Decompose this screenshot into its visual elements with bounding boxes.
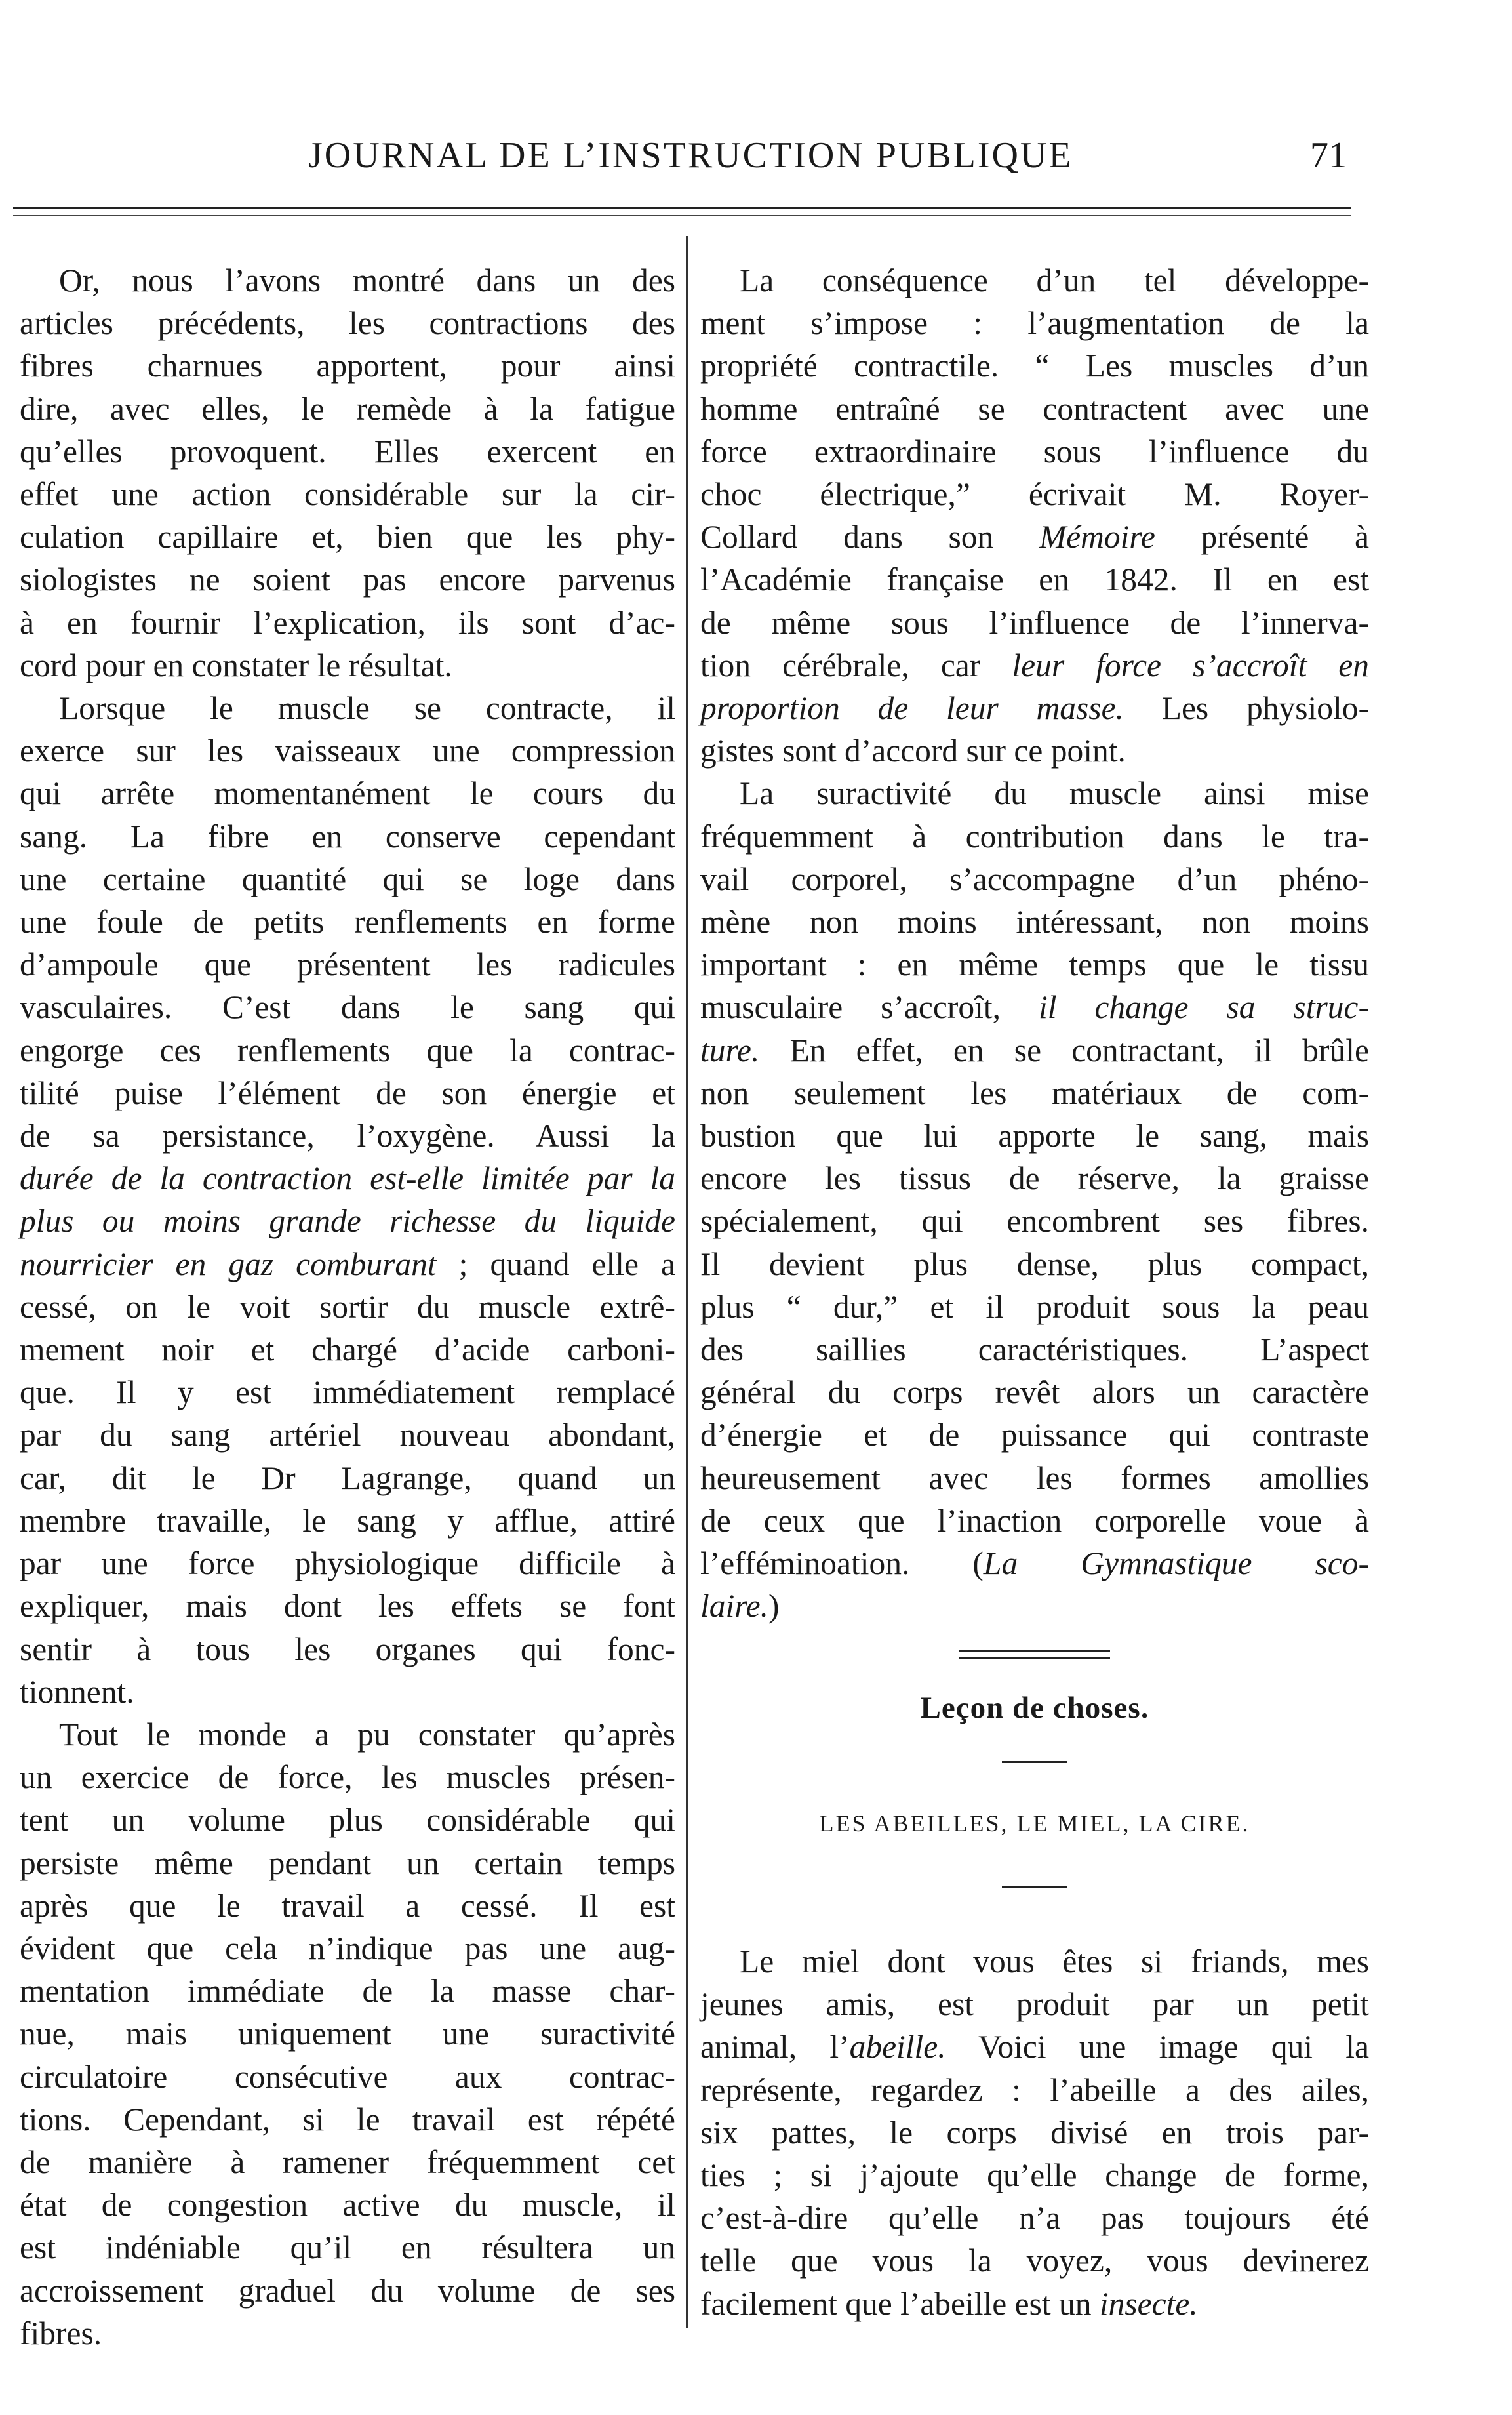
text-line: par une force physiologique difficile à	[20, 1545, 675, 1582]
text-line: est indéniable qu’il en résultera un	[20, 2229, 675, 2266]
running-head	[0, 134, 1512, 187]
paragraph-muscle-volume	[20, 1713, 675, 2355]
text-line: tions. Cependant, si le travail est répété	[20, 2101, 675, 2138]
text-line: c’est-à-dire qu’elle n’a pas toujours été	[700, 2200, 1369, 2237]
text-line: siologistes ne soient pas encore parvenus	[20, 561, 675, 598]
text-line: exerce sur les vaisseaux une compression	[20, 733, 675, 769]
text-line: Le miel dont vous êtes si friands, mes	[740, 1943, 1369, 1979]
text-line: animal, l’abeille. Voici une image qui la	[700, 2029, 1370, 2065]
text-line: l’efféminoation. (La Gymnastique sco-	[700, 1545, 1370, 1582]
short-rule	[1002, 1886, 1067, 1888]
text-line: représente, regardez : l’abeille a des ailes,	[700, 2071, 1369, 2108]
text-line: fréquemment à contribution dans le tra-	[700, 818, 1369, 855]
text-line: ties ; si j’ajoute qu’elle change de forme,	[700, 2157, 1369, 2193]
text-line: important : en même temps que le tissu	[700, 946, 1369, 983]
text-line: spécialement, qui encombrent ses fibres.	[700, 1203, 1369, 1240]
text-line: tionnent.	[20, 1673, 134, 1710]
section-title: Leçon de choses.	[920, 1690, 1149, 1725]
text-line: proportion de leur masse. Les physiolo-	[700, 690, 1369, 727]
text-line: l’Académie française en 1842. Il en est	[700, 561, 1369, 598]
text-line: de sa persistance, l’oxygène. Aussi la	[20, 1118, 675, 1154]
text-line: engorge ces renflements que la contrac-	[20, 1032, 675, 1068]
text-line: ment s’impose : l’augmentation de la	[700, 305, 1369, 342]
text-line: six pattes, le corps divisé en trois par-	[700, 2114, 1369, 2151]
paragraph-contractile-property	[700, 259, 1369, 772]
text-line: encore les tissus de réserve, la graisse	[700, 1160, 1369, 1197]
text-line: après que le travail a cessé. Il est	[20, 1887, 675, 1924]
text-line: La suractivité du muscle ainsi mise	[740, 775, 1369, 812]
text-line: tilité puise l’élément de son énergie et	[20, 1074, 675, 1111]
text-line: La conséquence d’un tel développe-	[740, 262, 1369, 298]
text-line: gistes sont d’accord sur ce point.	[700, 733, 1126, 769]
text-line: effet une action considérable sur la cir-	[20, 476, 675, 513]
text-line: facilement que l’abeille est un insecte.	[700, 2285, 1198, 2322]
text-line: de même sous l’influence de l’innerva-	[700, 604, 1369, 641]
text-line: durée de la contraction est-elle limitée par la	[20, 1160, 675, 1197]
text-line: accroissement graduel du volume de ses	[20, 2272, 675, 2309]
text-line: heureusement avec les formes amollies	[700, 1459, 1369, 1496]
text-line: fibres.	[20, 2315, 102, 2351]
text-line: nourricier en gaz comburant ; quand elle a	[20, 1246, 675, 1282]
text-line: cord pour en constater le résultat.	[20, 647, 452, 683]
paragraph-bees	[700, 1940, 1369, 2325]
text-line: de ceux que l’inaction corporelle voue à	[700, 1502, 1369, 1539]
text-line: qui arrête momentanément le cours du	[20, 775, 675, 812]
text-line: plus ou moins grande richesse du liquide	[20, 1203, 675, 1240]
text-line: une certaine quantité qui se loge dans	[20, 861, 675, 897]
text-line: de manière à ramener fréquemment cet	[20, 2143, 675, 2180]
text-line: cessé, on le voit sortir du muscle extrê-	[20, 1288, 675, 1325]
text-line: vasculaires. C’est dans le sang qui	[20, 989, 675, 1026]
subsection-title: LES ABEILLES, LE MIEL, LA CIRE.	[819, 1810, 1250, 1837]
paragraph-muscle-contraction	[20, 687, 675, 1713]
text-line: culation capillaire et, bien que les phy-	[20, 519, 675, 556]
text-line: d’ampoule que présentent les radicules	[20, 946, 675, 983]
text-line: persiste même pendant un certain temps	[20, 1844, 675, 1881]
text-line: bustion que lui apporte le sang, mais	[700, 1118, 1369, 1154]
left-column	[20, 259, 675, 2355]
text-line: vail corporel, s’accompagne d’un phéno-	[700, 861, 1369, 897]
page-number: 71	[1310, 135, 1347, 176]
text-line: Il devient plus dense, plus compact,	[700, 1246, 1369, 1282]
text-line: qu’elles provoquent. Elles exercent en	[20, 433, 675, 470]
text-line: articles précédents, les contractions des	[20, 305, 675, 342]
paragraph-muscle-structure	[700, 772, 1369, 1627]
right-column	[700, 259, 1369, 2325]
text-line: car, dit le Dr Lagrange, quand un	[20, 1459, 675, 1496]
journal-title: JOURNAL DE L’INSTRUCTION PUBLIQUE	[308, 135, 1073, 176]
text-line: force extraordinaire sous l’influence du	[700, 433, 1369, 470]
text-line: fibres charnues apportent, pour ainsi	[20, 348, 675, 384]
text-line: Or, nous l’avons montré dans un des	[59, 262, 675, 298]
text-line: circulatoire consécutive aux contrac-	[20, 2058, 675, 2095]
text-line: des saillies caractéristiques. L’aspect	[700, 1331, 1369, 1368]
text-line: expliquer, mais dont les effets se font	[20, 1588, 675, 1625]
text-line: ture. En effet, en se contractant, il brûle	[700, 1032, 1369, 1068]
text-line: jeunes amis, est produit par un petit	[700, 1986, 1369, 2023]
text-line: Lorsque le muscle se contracte, il	[59, 690, 675, 727]
column-divider	[686, 236, 688, 2328]
text-line: tion cérébrale, car leur force s’accroît en	[700, 647, 1369, 683]
text-line: choc électrique,” écrivait M. Royer-	[700, 476, 1369, 513]
text-line: Collard dans son Mémoire présenté à	[700, 519, 1369, 556]
text-line: mentation immédiate de la masse char-	[20, 1973, 675, 2010]
paragraph-muscle-fatigue	[20, 259, 675, 687]
text-line: général du corps revêt alors un caractère	[700, 1374, 1369, 1411]
text-line: musculaire s’accroît, il change sa struc-	[700, 989, 1369, 1026]
text-line: homme entraîné se contractent avec une	[700, 390, 1369, 427]
text-line: état de congestion active du muscle, il	[20, 2187, 675, 2223]
text-line: que. Il y est immédiatement remplacé	[20, 1374, 675, 1411]
text-line: un exercice de force, les muscles présen-	[20, 1759, 675, 1796]
text-line: sentir à tous les organes qui fonc-	[20, 1631, 675, 1667]
text-line: par du sang artériel nouveau abondant,	[20, 1417, 675, 1453]
text-line: dire, avec elles, le remède à la fatigue	[20, 390, 675, 427]
text-line: à en fournir l’explication, ils sont d’ac-	[20, 604, 675, 641]
text-line: évident que cela n’indique pas une aug-	[20, 1930, 675, 1966]
text-line: mène non moins intéressant, non moins	[700, 904, 1369, 941]
text-line: Tout le monde a pu constater qu’après	[59, 1716, 675, 1753]
text-line: plus “ dur,” et il produit sous la peau	[700, 1288, 1369, 1325]
text-line: d’énergie et de puissance qui contraste	[700, 1417, 1369, 1453]
text-line: laire.)	[700, 1588, 780, 1625]
text-line: nue, mais uniquement une suractivité	[20, 2016, 675, 2052]
text-line: membre travaille, le sang y afflue, attiré	[20, 1502, 675, 1539]
text-line: non seulement les matériaux de com-	[700, 1074, 1369, 1111]
text-line: sang. La fibre en conserve cependant	[20, 818, 675, 855]
short-rule	[1002, 1761, 1067, 1763]
text-line: propriété contractile. “ Les muscles d’un	[700, 348, 1369, 384]
header-rule	[13, 207, 1351, 216]
section-double-rule	[959, 1650, 1110, 1659]
text-line: telle que vous la voyez, vous devinerez	[700, 2242, 1369, 2279]
text-line: mement noir et chargé d’acide carboni-	[20, 1331, 675, 1368]
text-line: tent un volume plus considérable qui	[20, 1802, 675, 1838]
text-line: une foule de petits renflements en forme	[20, 904, 675, 941]
